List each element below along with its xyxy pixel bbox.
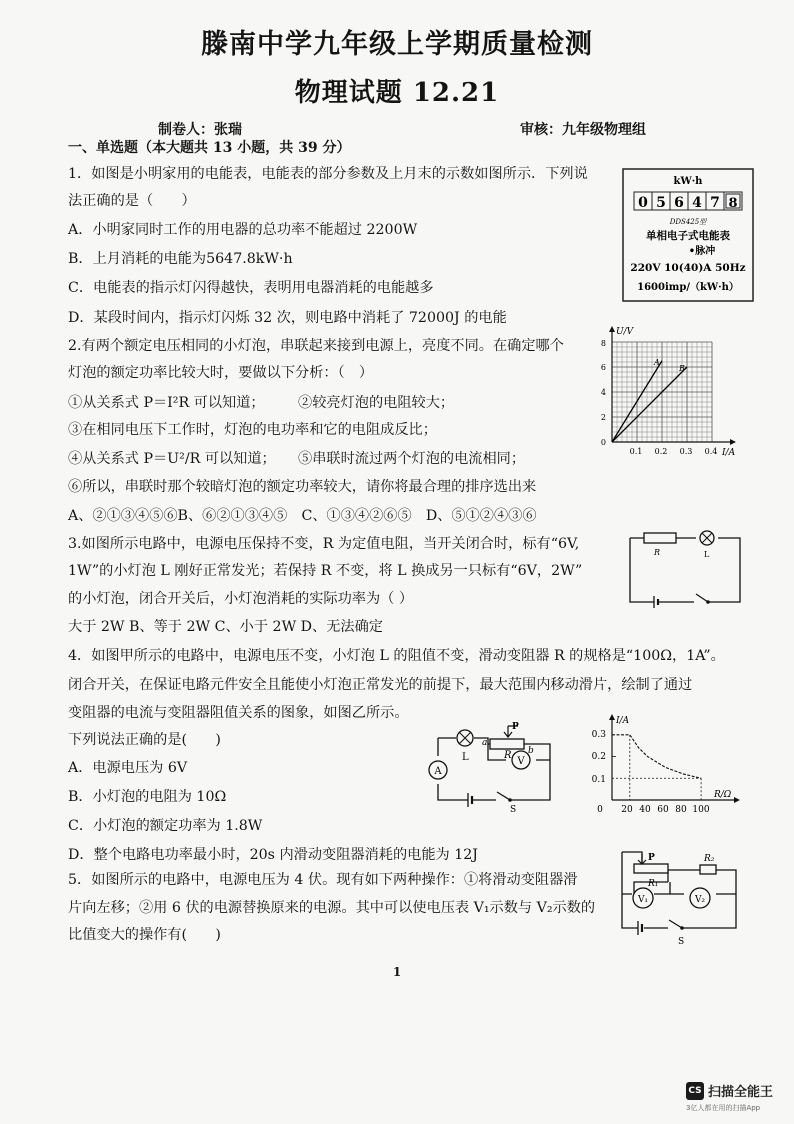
lamp-label: L xyxy=(462,752,469,763)
meter-digit: 8 xyxy=(728,196,738,211)
exam-title: 滕南中学九年级上学期质量检测 xyxy=(201,29,593,60)
rheostat-label: R xyxy=(504,750,512,761)
slider-label: P xyxy=(512,722,519,732)
x-tick: 20 xyxy=(621,805,633,815)
resistor-r2-label: R₂ xyxy=(704,854,715,864)
x-axis-label: I/A xyxy=(722,448,736,458)
lamp-label: L xyxy=(704,550,710,559)
meter-digit: 4 xyxy=(692,195,702,211)
x-tick: 0 xyxy=(597,805,603,815)
q2-statement-3: ③在相同电压下工作时，灯泡的电功率和它的电阻成反比； xyxy=(68,422,437,438)
slider-p xyxy=(638,854,646,864)
meter-digit: 5 xyxy=(656,195,666,211)
meter-digit: 6 xyxy=(674,195,684,211)
y-tick: 0.3 xyxy=(591,730,606,740)
camscanner-logo-icon: CS xyxy=(686,1082,704,1100)
q2-statement-5: ⑤串联时流过两个灯泡的电流相同； xyxy=(298,451,526,467)
q2-statement-1: ①从关系式 P＝I²R 可以知道； xyxy=(68,395,265,411)
y-tick: 2 xyxy=(600,413,606,422)
meter-digit: 0 xyxy=(638,195,648,211)
end-b-label: b xyxy=(528,746,534,756)
q3-stem-line2: 1W”的小灯泡 L 刚好正常发光；若保持 R 不变，将 L 换成另一只标有“6V，2W” xyxy=(68,563,583,579)
q5-circuit-diagram xyxy=(608,848,744,948)
q4-option-a: A．电源电压为 6V xyxy=(68,760,188,776)
q4-stem-line4: 下列说法正确的是( ) xyxy=(68,732,221,748)
meter-digit: 7 xyxy=(710,195,720,211)
x-tick: 60 xyxy=(657,805,669,815)
q2-statement-2: ②较亮灯泡的电阻较大； xyxy=(298,395,455,411)
q1-option-a: A．小明家同时工作的用电器的总功率不能超过 2200W xyxy=(68,222,418,238)
q4-option-b: B．小灯泡的电阻为 10Ω xyxy=(68,789,227,805)
rheostat-r xyxy=(490,739,524,749)
x-tick: 0.2 xyxy=(654,447,668,456)
ammeter-label: A xyxy=(434,766,442,777)
q3-stem-line3: 的小灯泡，闭合开关后，小灯泡消耗的实际功率为（ ） xyxy=(68,591,414,607)
series-line-i-r xyxy=(612,735,701,778)
line-label-a: A xyxy=(654,357,660,367)
q4-stem-line1: 4．如图甲所示的电路中，电源电压不变，小灯泡 L 的阻值不变，滑动变阻器 R 的规格是“100Ω，1A”。 xyxy=(68,648,725,664)
resistor-r1-label: R₁ xyxy=(648,879,659,889)
y-tick: 0 xyxy=(600,438,606,447)
resistor-r1 xyxy=(634,864,668,873)
section-heading: 一、单选题（本大题共 13 小题，共 39 分） xyxy=(68,140,351,156)
q3-options: 大于 2W B、等于 2W C、小于 2W D、无法确定 xyxy=(68,619,383,635)
voltmeter-v2-label: V₂ xyxy=(694,895,706,905)
q1-stem-line2: 法正确的是（ ） xyxy=(68,193,196,209)
meter-model: DDS425型 xyxy=(669,218,707,226)
camscanner-tagline: 3亿人都在用的扫描App xyxy=(686,1104,761,1112)
y-tick: 6 xyxy=(600,363,606,372)
q5-stem-line1: 5．如图所示的电路中，电源电压为 4 伏。现有如下两种操作：①将滑动变阻器滑 xyxy=(68,872,578,888)
meter-unit: kW·h xyxy=(673,176,703,187)
y-tick: 8 xyxy=(600,339,606,348)
q1-option-d: D．某段时间内，指示灯闪烁 32 次，则电路中消耗了 72000J 的电能 xyxy=(68,310,507,326)
exam-subtitle: 物理试题 12.21 xyxy=(294,78,500,108)
q2-stem-line1: 2.有两个额定电压相同的小灯泡，串联起来接到电源上，亮度不同。在确定哪个 xyxy=(68,338,564,354)
camscanner-name: 扫描全能王 xyxy=(708,1085,774,1100)
q2-stem-line2: 灯泡的额定功率比较大时，要做以下分析：（ ） xyxy=(68,365,374,381)
reviewer-label: 审核：九年级物理组 xyxy=(520,122,646,138)
q4-stem-line3: 变阻器的电流与变阻器阻值关系的图象，如图乙所示。 xyxy=(68,705,409,721)
line-label-b: B xyxy=(679,364,685,373)
q5-stem-line3: 比值变大的操作有( ) xyxy=(68,927,221,943)
meter-digit-row xyxy=(634,192,742,211)
meter-constant: 1600imp/（kW·h） xyxy=(637,282,739,293)
author-label: 制卷人：张瑞 xyxy=(158,122,242,138)
switch-label: S xyxy=(510,805,517,812)
q1-option-c: C．电能表的指示灯闪得越快，表明用电器消耗的电能越多 xyxy=(68,280,434,296)
resistor-r xyxy=(644,533,676,543)
resistor-r2 xyxy=(700,865,716,874)
x-tick: 40 xyxy=(639,805,651,815)
end-a-label: a xyxy=(482,738,488,748)
x-tick: 0.4 xyxy=(704,447,718,456)
q5-stem-line2: 片向左移；②用 6 伏的电源替换原来的电源。其中可以使电压表 V₁示数与 V₂示数的 xyxy=(68,900,596,916)
x-tick: 80 xyxy=(675,805,687,815)
q4-circuit-diagram xyxy=(426,720,556,812)
q2-statement-4: ④从关系式 P＝U²/R 可以知道； xyxy=(68,451,276,467)
q4-option-c: C．小灯泡的额定功率为 1.8W xyxy=(68,818,263,834)
x-tick: 0.1 xyxy=(629,447,643,456)
x-axis-label: R/Ω xyxy=(714,790,732,800)
meter-pulse: •脉冲 xyxy=(688,246,716,257)
switch-label: S xyxy=(678,937,685,947)
series-line-b xyxy=(612,367,687,442)
q1-option-b: B．上月消耗的电能为5647.8kW·h xyxy=(68,251,293,267)
q1-stem-line1: 1．如图是小明家用的电能表，电能表的部分参数及上月末的示数如图所示．下列说 xyxy=(68,166,588,182)
meter-name: 单相电子式电能表 xyxy=(646,230,730,242)
u-i-graph xyxy=(592,324,742,458)
q2-statement-6: ⑥所以，串联时那个较暗灯泡的额定功率较大，请你将最合理的排序选出来 xyxy=(68,479,537,495)
y-tick: 0.1 xyxy=(591,775,606,785)
voltmeter-label: V xyxy=(517,756,525,767)
resistor-label: R xyxy=(654,548,661,557)
q4-option-d: D．整个电路电功率最小时，20s 内滑动变阻器消耗的电能为 12J xyxy=(68,847,478,863)
voltmeter-v1-label: V₁ xyxy=(637,895,649,905)
electric-meter-figure xyxy=(622,168,754,302)
slider-label: P xyxy=(648,853,655,863)
x-tick: 100 xyxy=(692,805,710,815)
page-number: 1 xyxy=(392,965,402,979)
y-tick: 0.2 xyxy=(591,752,606,762)
q4-stem-line2: 闭合开关，在保证电路元件安全且能使小灯泡正常发光的前提下，最大范围内移动滑片，绘制了通过 xyxy=(68,677,693,693)
x-tick: 0.3 xyxy=(679,447,693,456)
y-axis-label: I/A xyxy=(616,716,630,726)
meter-rating: 220V 10(40)A 50Hz xyxy=(630,262,746,274)
q3-stem-line1: 3.如图所示电路中，电源电压保持不变，R 为定值电阻，当开关闭合时，标有“6V, xyxy=(68,536,580,552)
i-r-graph xyxy=(584,712,744,818)
y-tick: 4 xyxy=(600,388,606,397)
q2-options: A、②①③④⑤⑥B、⑥②①③④⑤ C、①③④②⑥⑤ D、⑤①②④③⑥ xyxy=(68,508,537,524)
y-axis-label: U/V xyxy=(616,327,634,337)
q3-circuit-diagram xyxy=(624,526,744,608)
